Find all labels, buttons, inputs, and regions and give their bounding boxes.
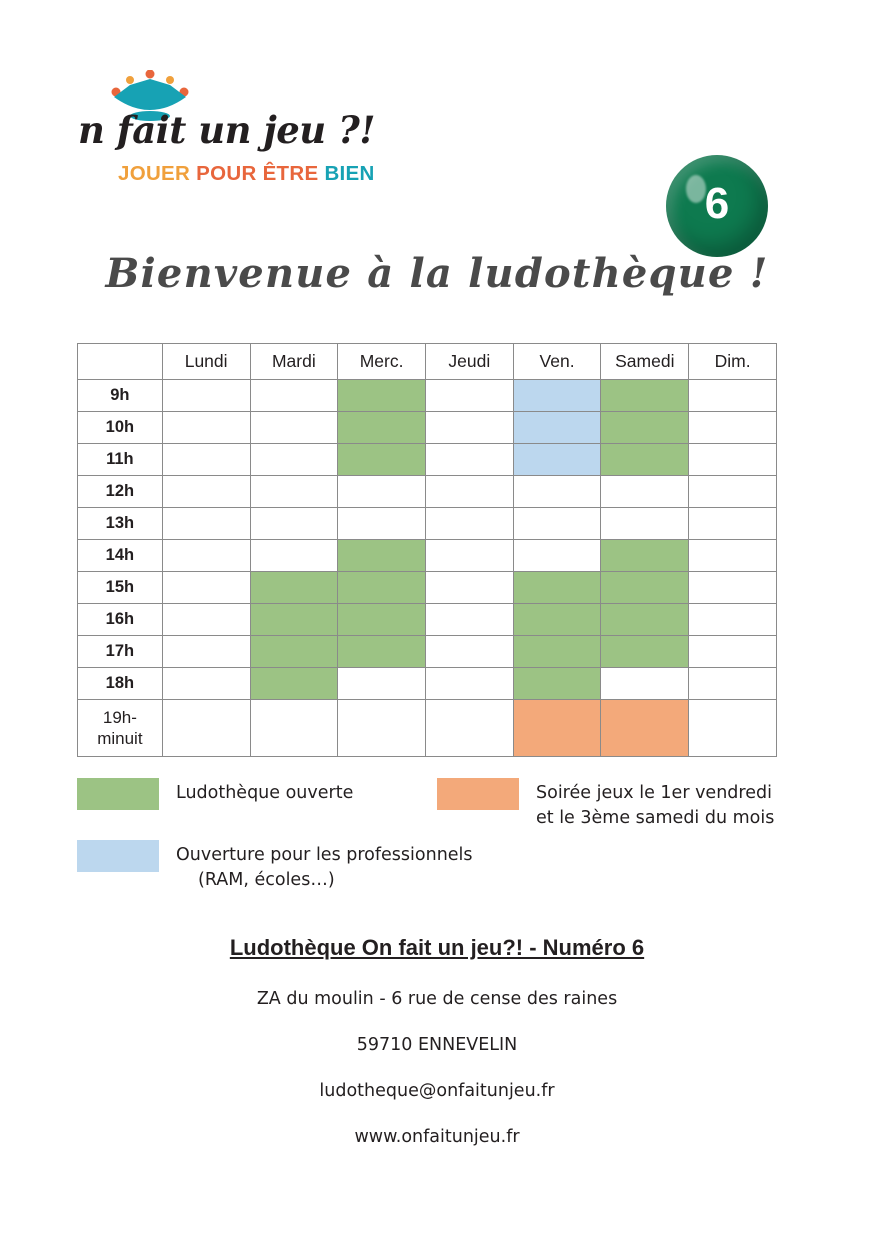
logo-tagline xyxy=(118,162,375,186)
table-row xyxy=(78,636,777,668)
slot-cell xyxy=(338,700,426,757)
slot-cell xyxy=(250,572,338,604)
legend-label-blue-line1: Ouverture pour les professionnels xyxy=(176,845,473,865)
slot-cell xyxy=(425,668,513,700)
slot-cell xyxy=(689,700,777,757)
slot-cell xyxy=(425,572,513,604)
slot-cell xyxy=(250,444,338,476)
legend-label-green xyxy=(176,778,353,806)
slot-cell xyxy=(689,412,777,444)
slot-cell xyxy=(162,540,250,572)
slot-cell xyxy=(601,604,689,636)
slot-cell xyxy=(250,412,338,444)
header-day-lundi: Lundi xyxy=(162,344,250,380)
header-corner xyxy=(78,344,163,380)
page-header xyxy=(0,70,874,228)
slot-cell xyxy=(425,604,513,636)
slot-cell xyxy=(513,540,601,572)
slot-cell xyxy=(162,380,250,412)
hour-label: 13h xyxy=(78,508,163,540)
tagline-word-2: POUR xyxy=(196,162,263,185)
slot-cell xyxy=(601,508,689,540)
hour-label: 18h xyxy=(78,668,163,700)
slot-cell xyxy=(513,604,601,636)
legend-label-orange xyxy=(536,778,774,831)
slot-cell xyxy=(338,380,426,412)
header-day-merc: Merc. xyxy=(338,344,426,380)
footer-title: Ludothèque On fait un jeu?! - Numéro 6 xyxy=(229,935,645,960)
slot-cell xyxy=(425,636,513,668)
legend-label-orange-line2: et le 3ème samedi du mois xyxy=(536,808,775,828)
legend-item-pro xyxy=(77,840,473,893)
slot-cell xyxy=(513,444,601,476)
hour-label: 16h xyxy=(78,604,163,636)
slot-cell xyxy=(250,636,338,668)
logo xyxy=(78,70,408,195)
table-row xyxy=(78,668,777,700)
slot-cell xyxy=(689,604,777,636)
table-row xyxy=(78,380,777,412)
hour-label: 9h xyxy=(78,380,163,412)
table-row xyxy=(78,604,777,636)
slot-cell xyxy=(162,668,250,700)
slot-cell xyxy=(689,380,777,412)
slot-cell xyxy=(689,476,777,508)
table-row xyxy=(78,508,777,540)
slot-cell xyxy=(425,540,513,572)
legend-label-blue xyxy=(176,840,473,893)
hour-label: 15h xyxy=(78,572,163,604)
legend-label-orange-line1: Soirée jeux le 1er vendredi xyxy=(536,783,772,803)
legend-item-soiree xyxy=(437,778,774,831)
slot-cell xyxy=(601,668,689,700)
slot-cell xyxy=(250,668,338,700)
slot-cell xyxy=(162,604,250,636)
logo-title xyxy=(78,108,408,152)
hour-label: 12h xyxy=(78,476,163,508)
slot-cell xyxy=(513,380,601,412)
slot-cell xyxy=(338,476,426,508)
slot-cell xyxy=(513,668,601,700)
slot-cell xyxy=(689,572,777,604)
slot-cell xyxy=(425,700,513,757)
slot-cell xyxy=(425,412,513,444)
hour-label xyxy=(78,700,163,757)
slot-cell xyxy=(250,508,338,540)
tagline-word-1: JOUER xyxy=(118,162,197,185)
slot-cell xyxy=(425,508,513,540)
logo-title-text: n fait un jeu ?! xyxy=(78,108,376,152)
hour-label: 14h xyxy=(78,540,163,572)
slot-cell xyxy=(162,508,250,540)
slot-cell xyxy=(338,668,426,700)
hour-label: 17h xyxy=(78,636,163,668)
footer-city: 59710 ENNEVELIN xyxy=(356,1035,518,1055)
legend-swatch-green xyxy=(77,778,159,810)
slot-cell xyxy=(425,444,513,476)
number-badge xyxy=(666,155,768,257)
slot-cell xyxy=(601,700,689,757)
slot-cell xyxy=(513,636,601,668)
slot-cell xyxy=(601,540,689,572)
slot-cell xyxy=(513,700,601,757)
slot-cell xyxy=(601,476,689,508)
table-row xyxy=(78,540,777,572)
badge-number: 6 xyxy=(704,179,730,228)
slot-cell xyxy=(338,636,426,668)
slot-cell xyxy=(162,412,250,444)
slot-cell xyxy=(689,508,777,540)
slot-cell xyxy=(250,476,338,508)
table-row xyxy=(78,572,777,604)
table-row xyxy=(78,700,777,757)
slot-cell xyxy=(250,700,338,757)
table-row xyxy=(78,476,777,508)
slot-cell xyxy=(601,572,689,604)
slot-cell xyxy=(338,572,426,604)
header-day-jeudi: Jeudi xyxy=(425,344,513,380)
legend-label-green-line1: Ludothèque ouverte xyxy=(176,783,354,803)
table-row xyxy=(78,444,777,476)
slot-cell xyxy=(513,476,601,508)
slot-cell xyxy=(601,412,689,444)
slot-cell xyxy=(513,572,601,604)
hour-label-line1: 19h- xyxy=(102,708,137,727)
slot-cell xyxy=(689,444,777,476)
legend-item-open xyxy=(77,778,353,810)
slot-cell xyxy=(513,508,601,540)
slot-cell xyxy=(601,380,689,412)
page-title: Bienvenue à la ludothèque ! xyxy=(105,250,769,297)
slot-cell xyxy=(162,700,250,757)
header-day-mardi: Mardi xyxy=(250,344,338,380)
header-day-samedi: Samedi xyxy=(601,344,689,380)
legend-swatch-orange xyxy=(437,778,519,810)
slot-cell xyxy=(338,444,426,476)
header-day-ven: Ven. xyxy=(513,344,601,380)
slot-cell xyxy=(162,636,250,668)
slot-cell xyxy=(689,636,777,668)
hour-label-line2: minuit xyxy=(97,729,143,748)
slot-cell xyxy=(689,540,777,572)
footer-address: ZA du moulin - 6 rue de cense des raines xyxy=(256,989,618,1009)
legend-label-blue-line2: (RAM, écoles…) xyxy=(198,870,335,890)
slot-cell xyxy=(425,380,513,412)
slot-cell xyxy=(425,476,513,508)
legend-swatch-blue xyxy=(77,840,159,872)
slot-cell xyxy=(162,572,250,604)
tagline-word-4: BIEN xyxy=(324,162,375,185)
footer xyxy=(0,935,874,1173)
slot-cell xyxy=(513,412,601,444)
footer-website[interactable]: www.onfaitunjeu.fr xyxy=(354,1127,520,1147)
hour-label: 10h xyxy=(78,412,163,444)
schedule-table xyxy=(77,343,777,757)
hour-label: 11h xyxy=(78,444,163,476)
table-header-row xyxy=(78,344,777,380)
slot-cell xyxy=(689,668,777,700)
slot-cell xyxy=(162,476,250,508)
slot-cell xyxy=(250,604,338,636)
slot-cell xyxy=(338,604,426,636)
slot-cell xyxy=(601,636,689,668)
slot-cell xyxy=(250,380,338,412)
slot-cell xyxy=(162,444,250,476)
slot-cell xyxy=(338,508,426,540)
slot-cell xyxy=(338,412,426,444)
header-day-dim: Dim. xyxy=(689,344,777,380)
tagline-word-3: ÊTRE xyxy=(262,162,325,185)
footer-email[interactable]: ludotheque@onfaitunjeu.fr xyxy=(319,1081,555,1101)
slot-cell xyxy=(338,540,426,572)
table-row xyxy=(78,412,777,444)
slot-cell xyxy=(601,444,689,476)
slot-cell xyxy=(250,540,338,572)
